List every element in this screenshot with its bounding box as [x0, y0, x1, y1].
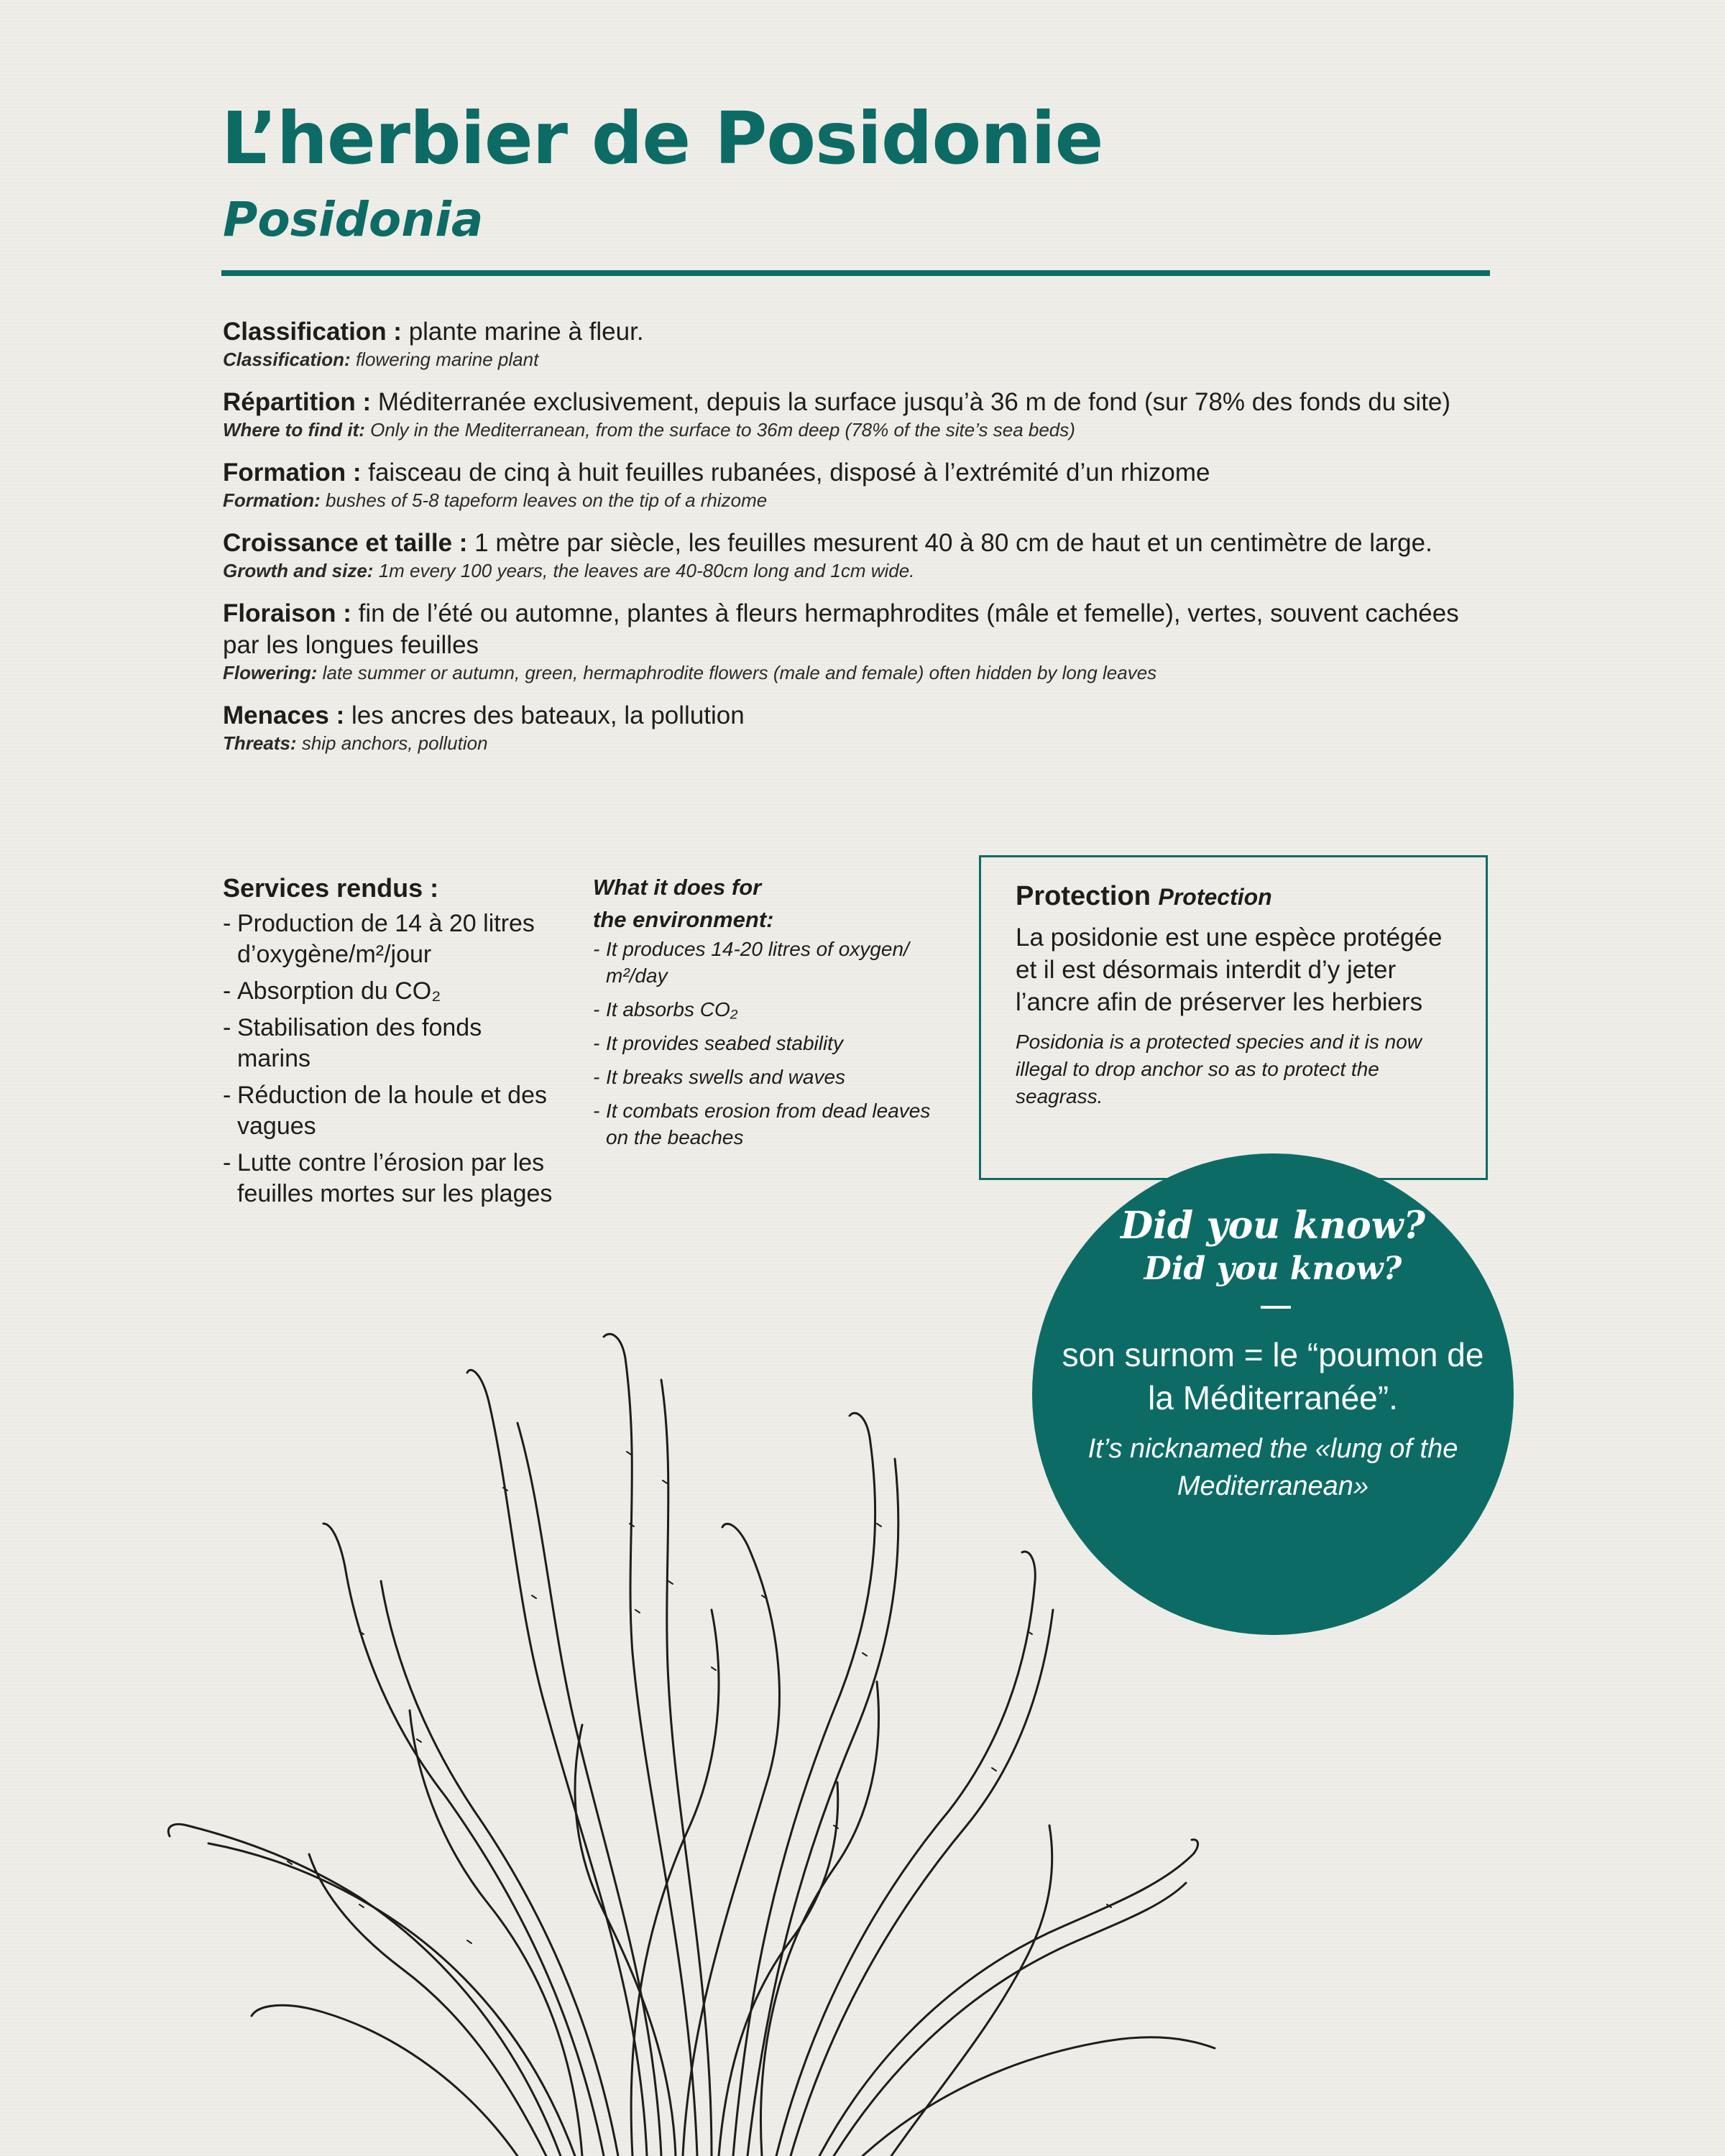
- fact-growth: [223, 528, 1488, 582]
- fact-formation: [223, 457, 1488, 512]
- fact-text-fr: faisceau de cinq à huit feuilles rubanées, disposé à l’extrémité d’un rhizome: [368, 459, 1210, 487]
- fact-classification: [223, 316, 1488, 371]
- list-item: - Absorption du CO₂: [223, 976, 561, 1007]
- list-item: - Stabilisation des fonds marins: [223, 1013, 561, 1074]
- fact-text-fr: plante marine à fleur.: [408, 318, 644, 346]
- fact-label-en: Threats:: [223, 732, 297, 754]
- fact-label-fr: Répartition :: [223, 388, 372, 416]
- seagrass-texture: [288, 1452, 1111, 1943]
- did-you-know-heading: Did you know?: [1121, 1204, 1425, 1248]
- seagrass-illustration-icon: [144, 1308, 1294, 2156]
- did-you-know-heading-secondary: Did you know?: [1144, 1250, 1402, 1287]
- fact-text-fr: Méditerranée exclusivement, depuis la surface jusqu’à 36 m de fond (sur 78% des fonds du site): [377, 388, 1451, 416]
- facts-list: [223, 316, 1488, 770]
- list-item: - Réduction de la houle et des vagues: [223, 1080, 561, 1142]
- fact-label-fr: Formation :: [223, 459, 362, 487]
- fact-text-fr: les ancres des bateaux, la pollution: [351, 701, 745, 729]
- protection-box: [979, 855, 1488, 1180]
- fact-label-en: Where to find it:: [223, 419, 365, 441]
- did-you-know-text-en: It’s nicknamed the «lung of the Mediterranean»: [1087, 1434, 1458, 1501]
- fact-label-fr: Classification :: [223, 318, 402, 346]
- list-item: - It provides seabed stability: [593, 1030, 952, 1056]
- list-item: - Production de 14 à 20 litres d’oxygène/m²/jour: [223, 908, 561, 970]
- fact-text-en: flowering marine plant: [355, 349, 539, 370]
- fact-label-fr: Menaces :: [223, 701, 345, 729]
- services-fr-heading: Services rendus :: [223, 873, 439, 903]
- list-item: - It breaks swells and waves: [593, 1064, 952, 1090]
- fact-text-fr: fin de l’été ou automne, plantes à fleurs hermaphrodites (mâle et femelle), vertes, souvent cachées par les longues feuilles: [223, 599, 1459, 659]
- protection-heading-en: Protection: [1158, 884, 1272, 910]
- protection-heading-fr: Protection: [1016, 881, 1151, 911]
- list-item: - It absorbs CO₂: [593, 996, 952, 1023]
- protection-text-en: Posidonia is a protected species and it is now illegal to drop anchor so as to protect the seagrass.: [1016, 1031, 1422, 1107]
- did-you-know-text-fr: son surnom = le “poumon de la Méditerranée”.: [1062, 1336, 1484, 1416]
- fact-label-fr: Floraison :: [223, 599, 351, 627]
- fact-label-fr: Croissance et taille :: [223, 529, 468, 557]
- fact-distribution: [223, 387, 1488, 441]
- fact-label-en: Flowering:: [223, 662, 318, 683]
- title-divider: [221, 270, 1490, 276]
- fact-label-en: Classification:: [223, 349, 351, 370]
- fact-text-en: Only in the Mediterranean, from the surface to 36m deep (78% of the site’s sea beds): [370, 419, 1075, 441]
- fact-label-en: Formation:: [223, 489, 321, 511]
- services-fr: [223, 871, 561, 1215]
- protection-text-fr: La posidonie est une espèce protégée et il est désormais interdit d’y jeter l’ancre afin de préserver les herbiers: [1016, 923, 1443, 1016]
- seagrass-leaves: [168, 1334, 1215, 2156]
- page-title: L’herbier de Posidonie: [221, 96, 1103, 180]
- fact-text-fr: 1 mètre par siècle, les feuilles mesurent 40 à 80 cm de haut et un centimètre de large.: [474, 529, 1432, 557]
- services-en: [593, 871, 952, 1158]
- fact-text-en: late summer or autumn, green, hermaphrodite flowers (male and female) often hidden by long leaves: [322, 662, 1157, 683]
- fact-text-en: bushes of 5-8 tapeform leaves on the tip of a rhizome: [326, 489, 768, 511]
- list-item: - It combats erosion from dead leaves on the beaches: [593, 1097, 952, 1151]
- fact-text-en: 1m every 100 years, the leaves are 40-80cm long and 1cm wide.: [378, 560, 915, 581]
- fact-flowering: [223, 598, 1488, 684]
- fact-text-en: ship anchors, pollution: [301, 732, 488, 754]
- fact-threats: [223, 700, 1488, 755]
- fact-label-en: Growth and size:: [223, 560, 374, 581]
- page-subtitle: Posidonia: [223, 192, 484, 247]
- list-item: - Lutte contre l’érosion par les feuilles mortes sur les plages: [223, 1148, 561, 1210]
- services-en-heading: What it does for the environment:: [593, 875, 774, 932]
- list-item: - It produces 14-20 litres of oxygen/ m²/day: [593, 936, 952, 989]
